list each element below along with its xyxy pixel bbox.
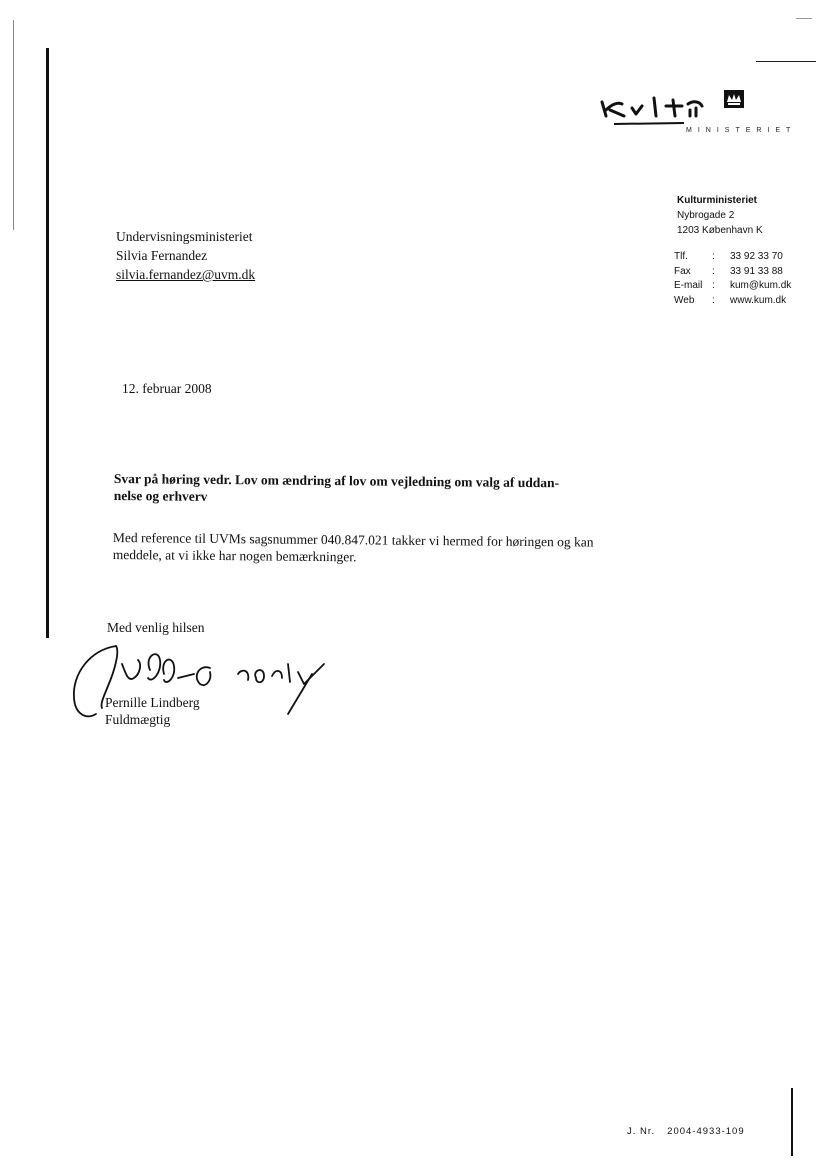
- contact-label: E-mail: [674, 280, 703, 291]
- subject-line: Svar på høring vedr. Lov om ændring af lov om vejledning om valg af uddan-: [113, 470, 560, 491]
- contact-row-web: [674, 294, 791, 309]
- recipient-name: Silvia Fernandez: [116, 248, 208, 263]
- contact-label: Tlf.: [674, 251, 688, 262]
- body-line: meddele, at vi ikke har nogen bemærkninger.: [112, 546, 357, 565]
- contact-label: Web: [674, 294, 695, 306]
- journal-label: J. Nr.: [627, 1126, 656, 1137]
- sender-street: Nybrogade 2: [677, 210, 735, 221]
- body-line: Med reference til UVMs sagsnummer 040.847.021 takker vi hermed for høringen og kan: [112, 529, 594, 550]
- contact-label: Fax: [674, 265, 691, 277]
- letter-body: [113, 529, 673, 568]
- recipient-email: silvia.fernandez@uvm.dk: [116, 267, 256, 282]
- contact-separator: :: [712, 265, 715, 277]
- recipient-organization: Undervisningsministeriet: [116, 229, 253, 244]
- letter-subject: [114, 470, 674, 509]
- sender-city: 1203 København K: [677, 225, 763, 236]
- scan-edge-line: [13, 20, 14, 230]
- contact-value: 33 92 33 70: [730, 251, 783, 262]
- scan-margin-line-bottom: [791, 1088, 793, 1156]
- scan-margin-line: [46, 48, 49, 638]
- contact-value: 33 91 33 88: [730, 265, 783, 277]
- contact-row-fax: [674, 265, 791, 280]
- journal-number: [627, 1126, 745, 1137]
- contact-value: www.kum.dk: [730, 294, 787, 306]
- scan-dash-mark: [796, 18, 812, 19]
- contact-separator: :: [712, 294, 715, 306]
- letter-date: 12. februar 2008: [122, 381, 212, 396]
- signer-block: [105, 694, 200, 728]
- recipient-address: [116, 227, 255, 284]
- subject-line: nelse og erhverv: [113, 487, 208, 504]
- scan-corner-mark: [756, 61, 816, 62]
- handwritten-signature: [60, 634, 340, 734]
- contact-row-phone: [674, 250, 791, 265]
- contact-separator: :: [712, 280, 715, 291]
- sender-address: [677, 193, 763, 238]
- contact-row-email: [674, 279, 791, 294]
- contact-separator: :: [712, 251, 715, 262]
- signer-title: Fuldmægtig: [105, 712, 171, 727]
- logo-tagline: MINISTERIET: [686, 127, 797, 134]
- sender-organization: Kulturministeriet: [677, 195, 758, 206]
- letter-closing: Med venlig hilsen: [107, 620, 205, 635]
- signer-name: Pernille Lindberg: [105, 695, 200, 710]
- journal-value: 2004-4933-109: [667, 1126, 745, 1137]
- sender-contact-list: [674, 250, 791, 308]
- contact-value: kum@kum.dk: [730, 280, 792, 291]
